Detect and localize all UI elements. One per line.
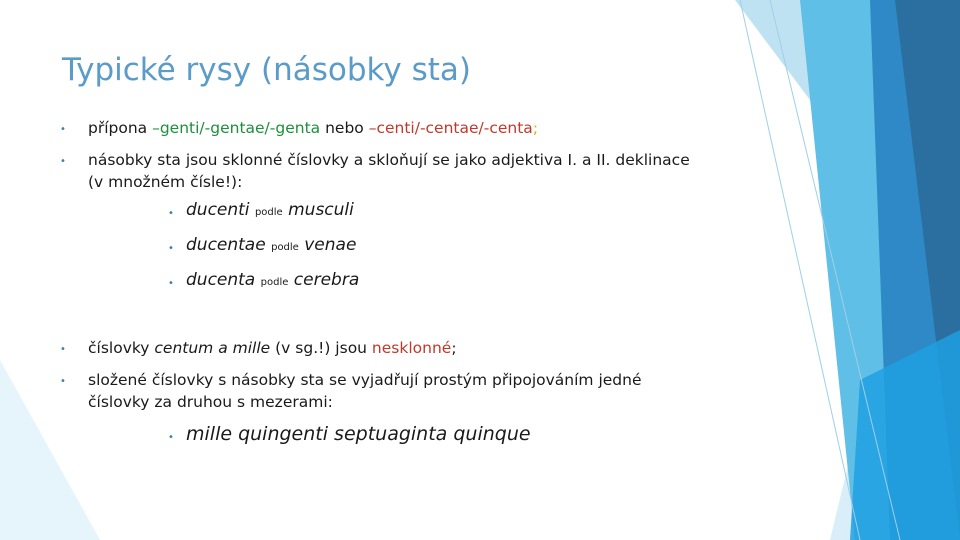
bullet-icon: • — [60, 344, 66, 355]
example-ducenti — [186, 200, 354, 220]
model: cerebra — [293, 270, 360, 290]
centum: centum — [154, 339, 214, 357]
mille: mille — [232, 339, 271, 357]
bullet-icon: • — [168, 432, 174, 443]
text: přípona — [88, 119, 153, 137]
nesklonne: nesklonné — [371, 339, 452, 357]
suffix-centi: –centi/-centae/-centa — [368, 119, 533, 137]
bullet-suffix-info — [88, 118, 538, 139]
text: ; — [532, 119, 539, 137]
bullet-icon: • — [168, 243, 174, 254]
text: ; — [451, 339, 457, 357]
word: ducenti — [186, 200, 250, 220]
example-ducenta — [186, 270, 359, 290]
model: venae — [304, 235, 357, 255]
bullet-icon: • — [60, 376, 66, 387]
model: musculi — [288, 200, 354, 220]
compound-example: mille quingenti septuaginta quinque — [186, 423, 531, 445]
bullet-icon: • — [168, 208, 174, 219]
text: (v sg.!) jsou — [270, 339, 372, 357]
podle: podle — [271, 242, 299, 253]
example-ducentae — [186, 235, 356, 255]
text: a — [213, 339, 233, 357]
bullet-declension-line1: násobky sta jsou sklonné číslovky a skloňují se jako adjektiva I. a II. deklinace — [88, 151, 690, 169]
bullet-indeclinable — [88, 338, 457, 359]
bullet-icon: • — [60, 156, 66, 167]
word: ducentae — [186, 235, 266, 255]
text: číslovky — [88, 339, 155, 357]
word: ducenta — [186, 270, 256, 290]
podle: podle — [254, 207, 283, 218]
bullet-declension-line2: (v množném čísle!): — [88, 173, 243, 191]
podle: podle — [260, 277, 289, 288]
bullet-icon: • — [60, 124, 66, 135]
text: nebo — [320, 119, 369, 137]
bullet-icon: • — [168, 278, 174, 289]
suffix-genti: –genti/-gentae/-genta — [152, 119, 321, 137]
slide-title: Typické rysy (násobky sta) — [62, 52, 471, 88]
bullet-compound-line2: číslovky za druhou s mezerami: — [88, 393, 333, 411]
bullet-compound-line1: složené číslovky s násobky sta se vyjadřují prostým připojováním jedné — [88, 371, 642, 389]
